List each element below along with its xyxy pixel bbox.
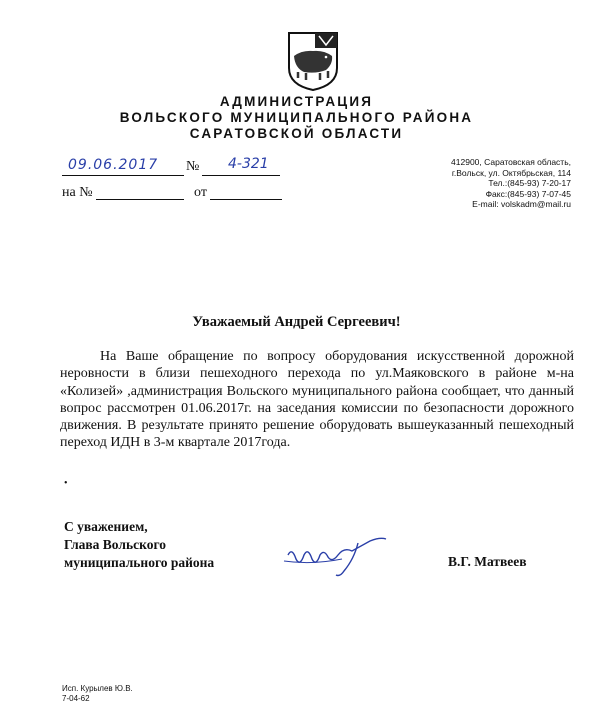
org-title-line1: АДМИНИСТРАЦИЯ — [219, 94, 374, 109]
reference-number-underline — [96, 199, 184, 200]
closing-regards: С уважением, — [64, 519, 148, 534]
signer-name: В.Г. Матвеев — [448, 554, 527, 569]
address-line-email: E-mail: volskadm@mail.ru — [472, 199, 571, 210]
number-underline — [202, 175, 280, 176]
outgoing-number: 4-321 — [228, 156, 269, 172]
handwritten-signature — [282, 525, 398, 585]
executor-footer — [62, 684, 133, 704]
closing-position-line2: муниципального района — [64, 555, 215, 570]
number-label: № — [186, 159, 200, 174]
reference-date-label: от — [194, 185, 207, 200]
closing-position-line1: Глава Вольского — [64, 537, 166, 552]
org-title-line3: САРАТОВСКОЙ ОБЛАСТИ — [189, 126, 404, 141]
reference-date-underline — [210, 199, 282, 200]
letter-body — [60, 348, 574, 452]
closing-block — [64, 518, 214, 572]
contact-address-block — [451, 157, 571, 210]
letter-greeting: Уважаемый Андрей Сергеевич! — [192, 314, 401, 330]
date-underline — [62, 175, 184, 176]
reference-number-label: на № — [62, 185, 93, 200]
coat-of-arms-icon — [286, 30, 340, 92]
address-line-phone: Тел.:(845-93) 7-20-17 — [488, 178, 571, 189]
address-line-postal: 412900, Саратовская область, — [451, 157, 571, 167]
stray-mark: • — [64, 478, 68, 489]
letter-body-paragraph: На Ваше обращение по вопросу оборудования искусственной дорожной неровности в близи пешеходного перехода по ул.Маяковского в районе м-на «Колизей» ,администрация Вольского муниципального района сообщает, что данный вопрос рассмотрен 01.06.2017г. на заседания комиссии по безопасности дорожного движения. В результате принято решение оборудовать вышеуказанный пешеходный переход ИДН в 3-м квартале 2017года. — [60, 349, 574, 451]
address-line-fax: Факс:(845-93) 7-07-45 — [485, 188, 571, 199]
address-line-street: г.Вольск, ул. Октябрьская, 114 — [451, 167, 571, 178]
executor-phone: 7-04-62 — [62, 694, 90, 703]
org-title-line2: ВОЛЬСКОГО МУНИЦИПАЛЬНОГО РАЙОНА — [119, 110, 474, 125]
executor-name: Исп. Курылев Ю.В. — [62, 684, 133, 693]
outgoing-date: 09.06.2017 — [68, 157, 159, 173]
